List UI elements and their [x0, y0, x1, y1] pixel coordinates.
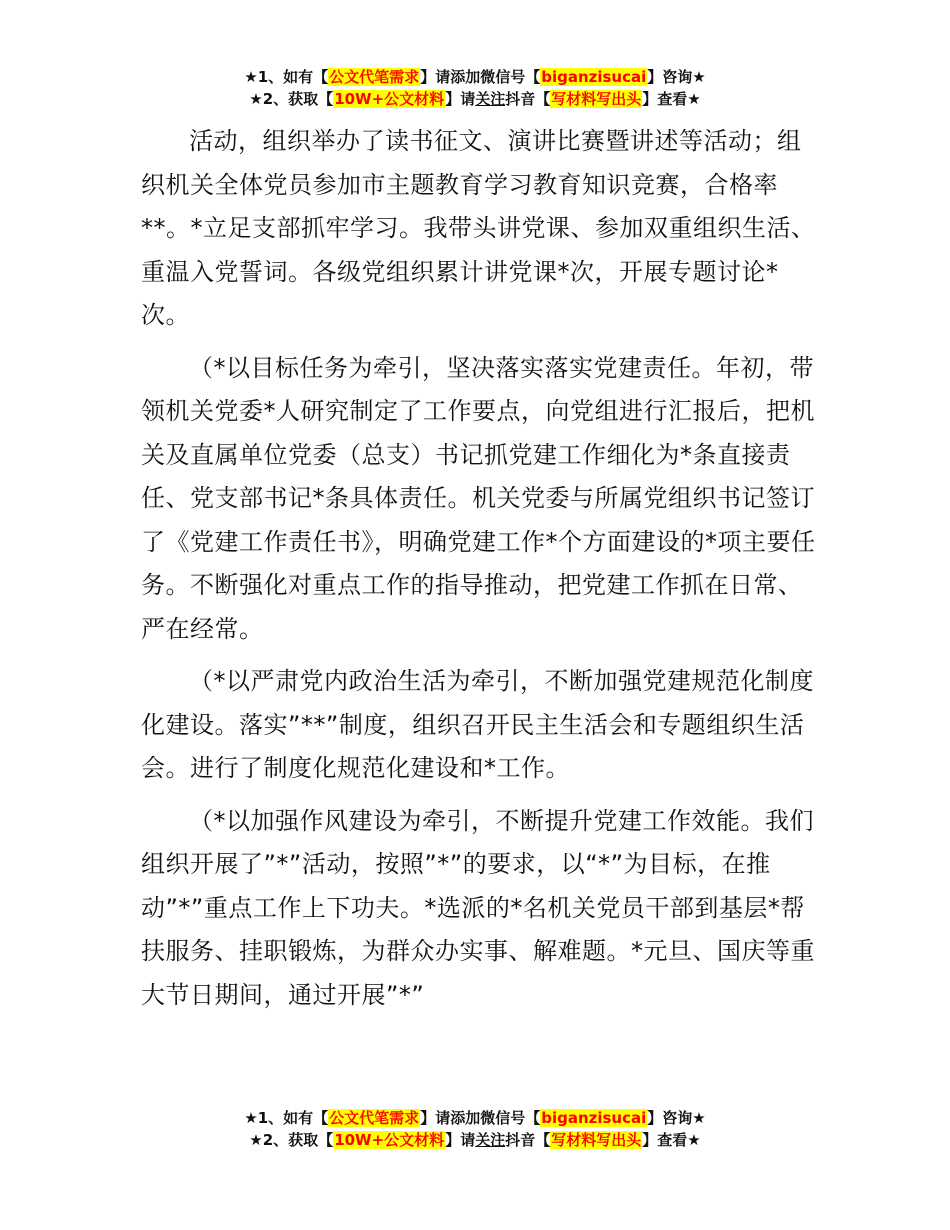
paragraph-responsibility: （*以目标任务为牵引，坚决落实落实党建责任。年初，带领机关党委*人研究制定了工作要点，向党组进行汇报后，把机关及直属单位党委（总支）书记抓党建工作细化为*条直接责任、党支部书记*条具体责任。机关党委与所属党组织书记签订了《党建工作责任书》，明确党建工作*个方面建设的*项主要任务。不断强化对重点工作的指导推动，把党建工作抓在日常、严在经常。: [141, 353, 816, 643]
underlined-follow: 关注: [475, 1131, 506, 1149]
banner-line-1: ★1、如有【公文代笔需求】请添加微信号【biganzisucai】咨询★: [244, 1109, 706, 1127]
highlight-materials: 10W+公文材料: [334, 1131, 445, 1149]
paragraph-political-life: （*以严肃党内政治生活为牵引，不断加强党建规范化制度化建设。落实”**”制度，组织召开民主生活会和专题组织生活会。进行了制度化规范化建设和*工作。: [141, 667, 814, 782]
banner-line-2: ★2、获取【10W+公文材料】请关注抖音【写材料写出头】查看★: [249, 90, 701, 108]
highlight-writing-service: 公文代笔需求: [329, 68, 420, 86]
paragraph-work-style: （*以加强作风建设为牵引，不断提升党建工作效能。我们组织开展了”*”活动，按照”*”的要求，以“*”为目标，在推动”*”重点工作上下功夫。*选派的*名机关党员干部到基层*帮扶服务、挂职锻炼，为群众办实事、解难题。*元旦、国庆等重大节日期间，通过开展”*”: [141, 806, 815, 1009]
header-banner: [0, 66, 950, 110]
paragraph-study-activities: 活动，组织举办了读书征文、演讲比赛暨讲述等活动；组织机关全体党员参加市主题教育学习教育知识竞赛，合格率**。*立足支部抓牢学习。我带头讲党课、参加双重组织生活、重温入党誓词。各级党组织累计讲党课*次，开展专题讨论*次。: [141, 127, 816, 329]
highlight-materials: 10W+公文材料: [334, 90, 445, 108]
document-body: [141, 120, 821, 1026]
highlight-wechat-id: biganzisucai: [541, 1109, 647, 1127]
underlined-follow: 关注: [475, 90, 506, 108]
highlight-douyin-account: 写材料写出头: [551, 1131, 642, 1149]
footer-banner: [0, 1107, 950, 1151]
highlight-writing-service: 公文代笔需求: [329, 1109, 420, 1127]
highlight-douyin-account: 写材料写出头: [551, 90, 642, 108]
banner-line-2: ★2、获取【10W+公文材料】请关注抖音【写材料写出头】查看★: [249, 1131, 701, 1149]
banner-line-1: ★1、如有【公文代笔需求】请添加微信号【biganzisucai】咨询★: [244, 68, 706, 86]
highlight-wechat-id: biganzisucai: [541, 68, 647, 86]
